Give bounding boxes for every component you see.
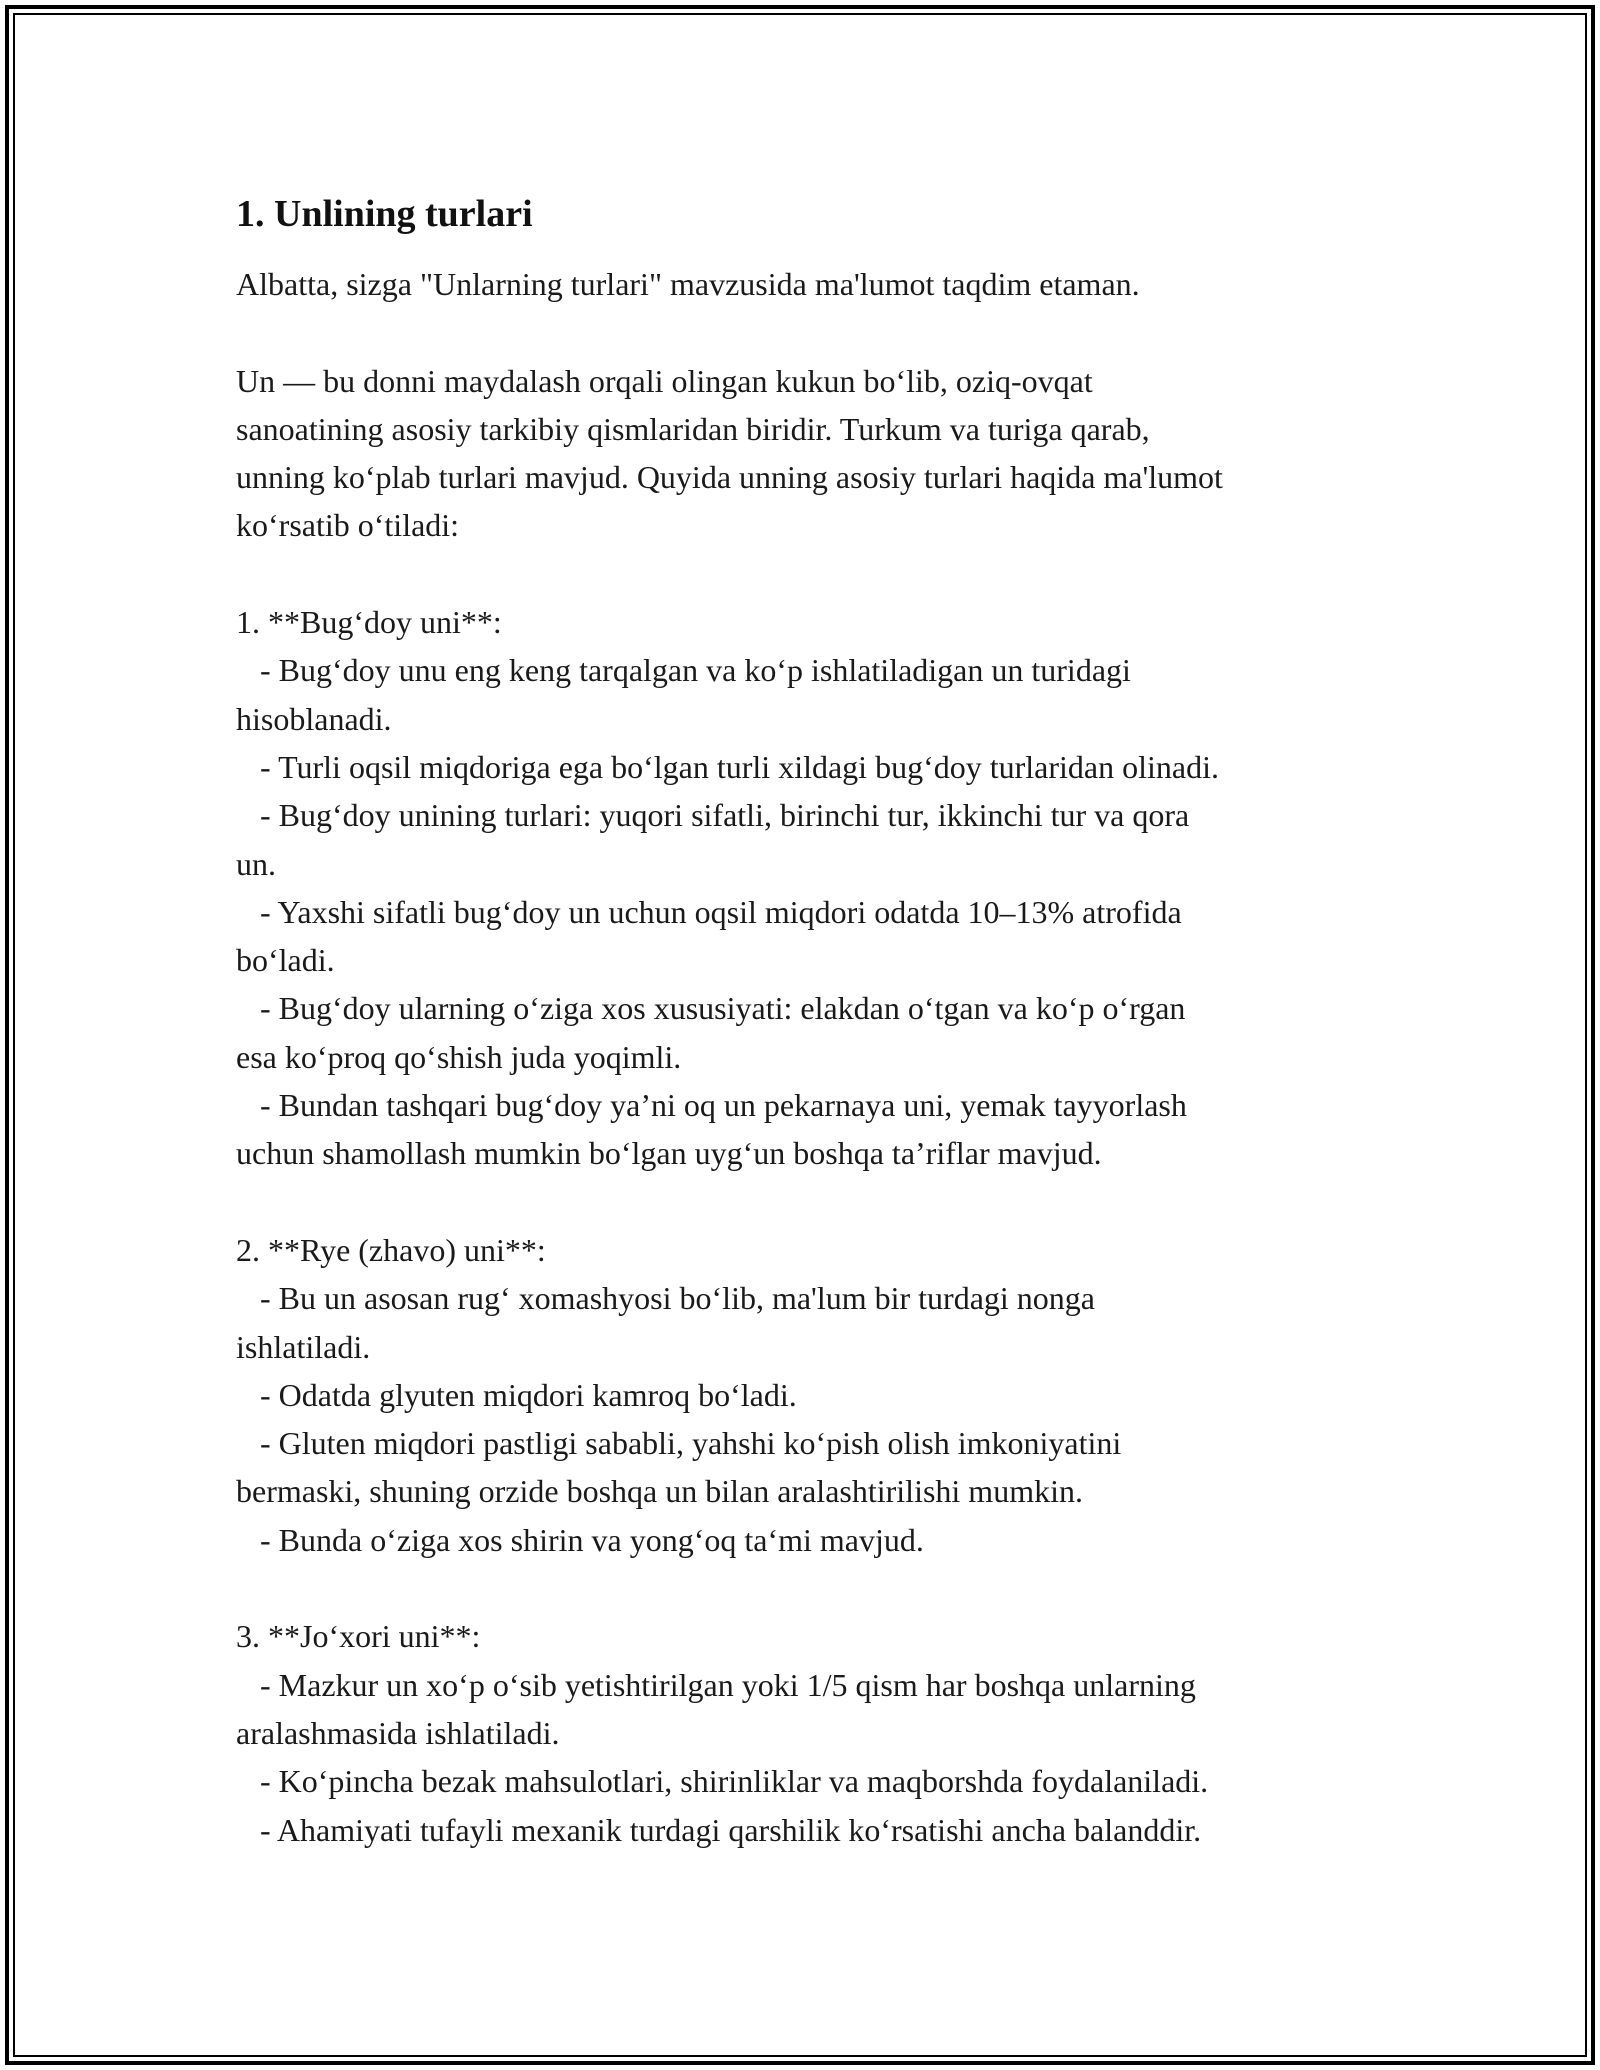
section-line: - Turli oqsil miqdoriga ega bo‘lgan turli xildagi bug‘doy turlaridan olinadi.	[236, 748, 1219, 785]
section-line: hisoblanadi.	[236, 700, 392, 737]
document-body	[236, 188, 1396, 1854]
section-line: - Bundan tashqari bug‘doy ya’ni oq un pekarnaya uni, yemak tayyorlash	[236, 1087, 1187, 1124]
section-rye-flour	[236, 1226, 1396, 1564]
section-line: - Odatda glyuten miqdori kamroq bo‘ladi.	[236, 1376, 797, 1413]
document-title: 1. Unlining turlari	[236, 193, 533, 235]
section-heading: 3. **Jo‘xori uni**:	[236, 1618, 481, 1655]
overview-line: sanoatining asosiy tarkibiy qismlaridan biridir. Turkum va turiga qarab,	[236, 410, 1150, 447]
section-line: - Bug‘doy unu eng keng tarqalgan va ko‘p ishlatiladigan un turidagi	[236, 652, 1131, 689]
section-line: - Bug‘doy unining turlari: yuqori sifatli, birinchi tur, ikkinchi tur va qora	[236, 797, 1190, 834]
section-line: uchun shamollash mumkin bo‘lgan uyg‘un boshqa ta’riflar mavjud.	[236, 1135, 1102, 1172]
intro-paragraph: Albatta, sizga "Unlarning turlari" mavzusida ma'lumot taqdim etaman.	[236, 266, 1140, 302]
section-line: - Gluten miqdori pastligi sababli, yahshi ko‘pish olish imkoniyatini	[236, 1425, 1122, 1462]
section-line: ishlatiladi.	[236, 1328, 371, 1365]
section-line: bermaski, shuning orzide boshqa un bilan aralashtirilishi mumkin.	[236, 1473, 1083, 1510]
section-line: - Yaxshi sifatli bug‘doy un uchun oqsil miqdori odatda 10–13% atrofida	[236, 893, 1182, 930]
section-line: - Mazkur un xo‘p o‘sib yetishtirilgan yoki 1/5 qism har boshqa unlarning	[236, 1666, 1196, 1703]
section-line: - Bunda o‘ziga xos shirin va yong‘oq ta‘mi mavjud.	[236, 1521, 924, 1558]
spacer	[236, 1178, 1396, 1226]
overview-paragraph	[236, 357, 1396, 550]
spacer	[236, 308, 1396, 356]
section-heading: 2. **Rye (zhavo) uni**:	[236, 1231, 546, 1268]
section-line: - Ahamiyati tufayli mexanik turdagi qarshilik ko‘rsatishi ancha balanddir.	[236, 1811, 1202, 1848]
section-line: aralashmasida ishlatiladi.	[236, 1714, 560, 1751]
section-line: - Ko‘pincha bezak mahsulotlari, shirinliklar va maqborshda foydalaniladi.	[236, 1763, 1209, 1800]
spacer	[236, 1564, 1396, 1612]
section-line: - Bug‘doy ularning o‘ziga xos xususiyati: elakdan o‘tgan va ko‘p o‘rgan	[236, 990, 1186, 1027]
section-corn-flour	[236, 1612, 1396, 1853]
overview-line: unning ko‘plab turlari mavjud. Quyida unning asosiy turlari haqida ma'lumot	[236, 459, 1223, 496]
overview-line: ko‘rsatib o‘tiladi:	[236, 507, 460, 544]
section-line: un.	[236, 845, 276, 882]
section-wheat-flour	[236, 598, 1396, 1178]
section-heading: 1. **Bug‘doy uni**:	[236, 604, 502, 641]
section-line: - Bu un asosan rug‘ xomashyosi bo‘lib, ma'lum bir turdagi nonga	[236, 1280, 1095, 1317]
spacer	[236, 550, 1396, 598]
section-line: esa ko‘proq qo‘shish juda yoqimli.	[236, 1038, 682, 1075]
overview-line: Un — bu donni maydalash orqali olingan kukun bo‘lib, oziq-ovqat	[236, 362, 1093, 399]
section-line: bo‘ladi.	[236, 942, 335, 979]
